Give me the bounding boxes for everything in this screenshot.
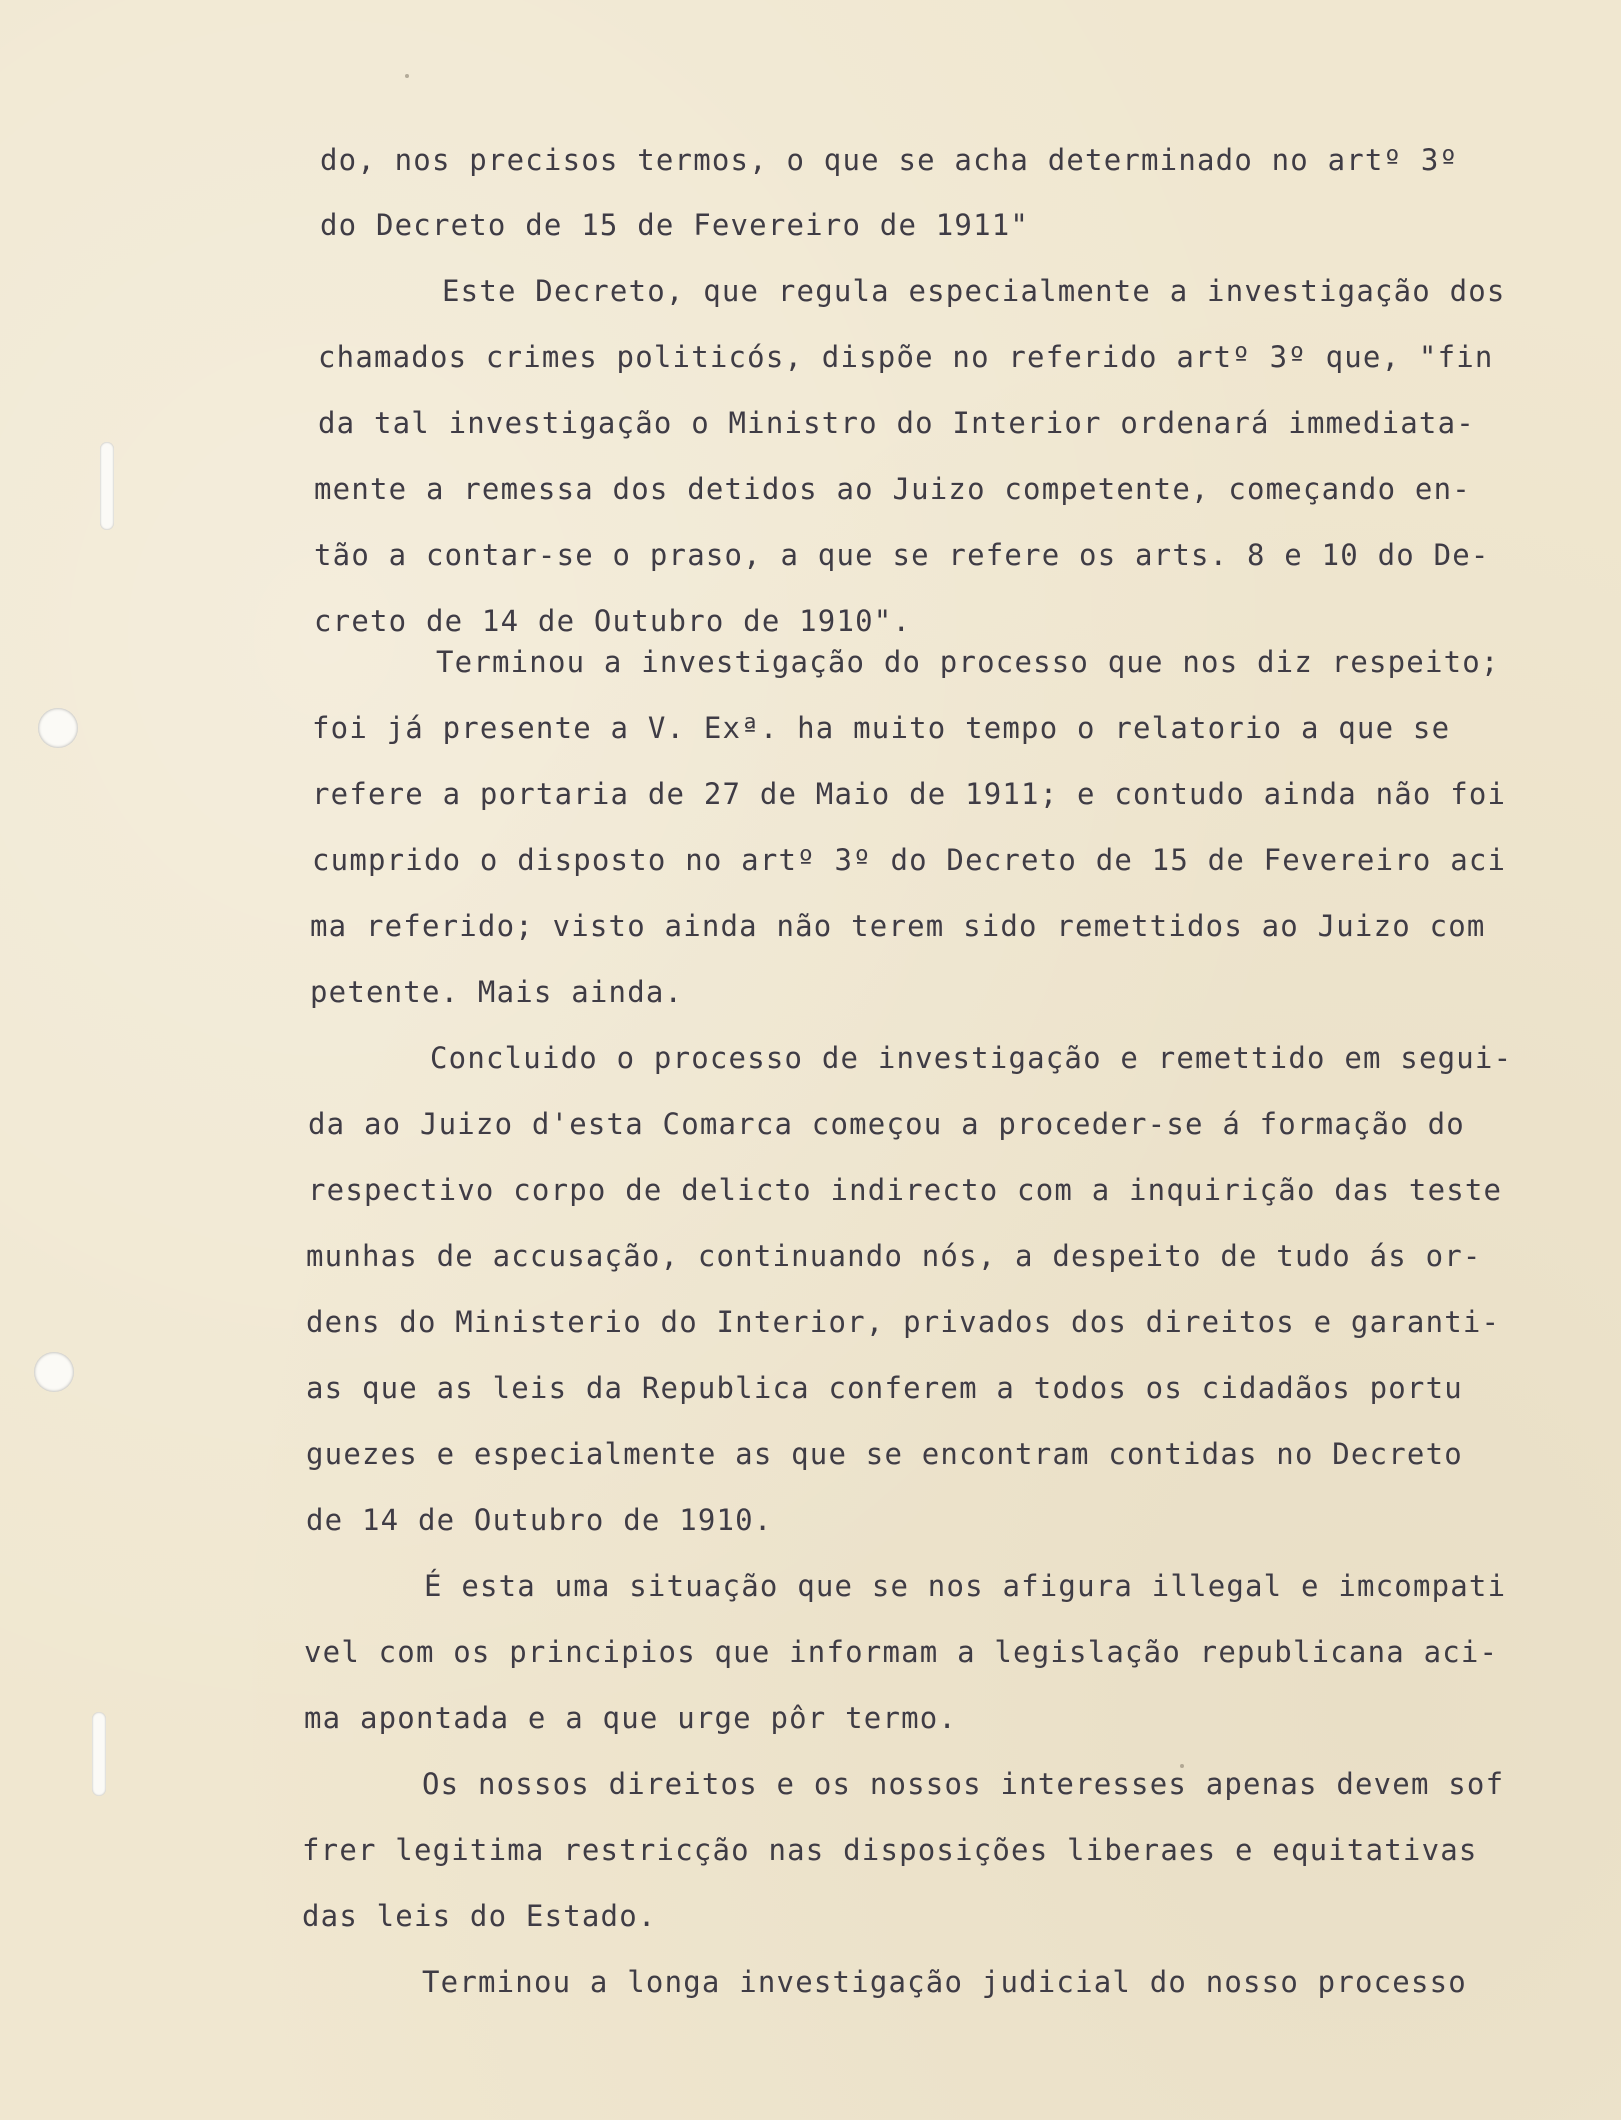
text-line: petente. Mais ainda. — [310, 975, 684, 1009]
text-line: da tal investigação o Ministro do Interior ordenará immediata- — [318, 406, 1475, 440]
text-line: vel com os principios que informam a legislação republicana aci- — [304, 1635, 1499, 1669]
text-line: Concluido o processo de investigação e remettido em segui- — [430, 1041, 1513, 1075]
text-line: ma referido; visto ainda não terem sido remettidos ao Juizo com — [310, 909, 1486, 943]
text-line: munhas de accusação, continuando nós, a despeito de tudo ás or- — [306, 1239, 1482, 1273]
text-line: as que as leis da Republica conferem a todos os cidadãos portu — [306, 1371, 1463, 1405]
text-line: dens do Ministerio do Interior, privados dos direitos e garanti- — [306, 1305, 1501, 1339]
text-line: respectivo corpo de delicto indirecto com a inquirição das teste — [308, 1173, 1503, 1207]
text-line: foi já presente a V. Exª. ha muito tempo o relatorio a que se — [312, 711, 1451, 745]
punch-hole-top — [38, 708, 78, 748]
typed-text-block — [300, 140, 1600, 1999]
text-line: creto de 14 de Outubro de 1910". — [314, 604, 912, 638]
text-line: refere a portaria de 27 de Maio de 1911; e contudo ainda não foi — [312, 777, 1507, 811]
text-line: das leis do Estado. — [302, 1899, 657, 1933]
binding-tear-bottom — [92, 1712, 106, 1796]
text-line: Terminou a investigação do processo que nos diz respeito; — [436, 645, 1500, 679]
punch-hole-bottom — [34, 1352, 74, 1392]
text-line: da ao Juizo d'esta Comarca começou a proceder-se á formação do — [308, 1107, 1465, 1141]
text-line: do Decreto de 15 de Fevereiro de 1911" — [320, 208, 1030, 242]
text-line: Este Decreto, que regula especialmente a investigação dos — [442, 274, 1506, 308]
text-line: chamados crimes politicós, dispõe no referido artº 3º que, "fin — [318, 340, 1494, 374]
text-line: frer legitima restricção nas disposições liberaes e equitativas — [302, 1833, 1478, 1867]
text-line: Os nossos direitos e os nossos interesses apenas devem sof — [422, 1767, 1505, 1801]
text-line: ma apontada e a que urge pôr termo. — [304, 1701, 958, 1735]
text-line: mente a remessa dos detidos ao Juizo competente, começando en- — [314, 472, 1471, 506]
text-line: de 14 de Outubro de 1910. — [306, 1503, 773, 1537]
binding-tear-top — [100, 442, 114, 530]
paper-speck — [405, 74, 409, 78]
text-line: guezes e especialmente as que se encontram contidas no Decreto — [306, 1437, 1463, 1471]
text-line: Terminou a longa investigação judicial do nosso processo — [422, 1965, 1467, 1999]
text-line: cumprido o disposto no artº 3º do Decreto de 15 de Fevereiro aci — [312, 843, 1507, 877]
text-line: É esta uma situação que se nos afigura illegal e imcompati — [424, 1569, 1507, 1603]
text-line: do, nos precisos termos, o que se acha determinado no artº 3º — [320, 143, 1459, 177]
text-line: tão a contar-se o praso, a que se refere os arts. 8 e 10 do De- — [314, 538, 1490, 572]
